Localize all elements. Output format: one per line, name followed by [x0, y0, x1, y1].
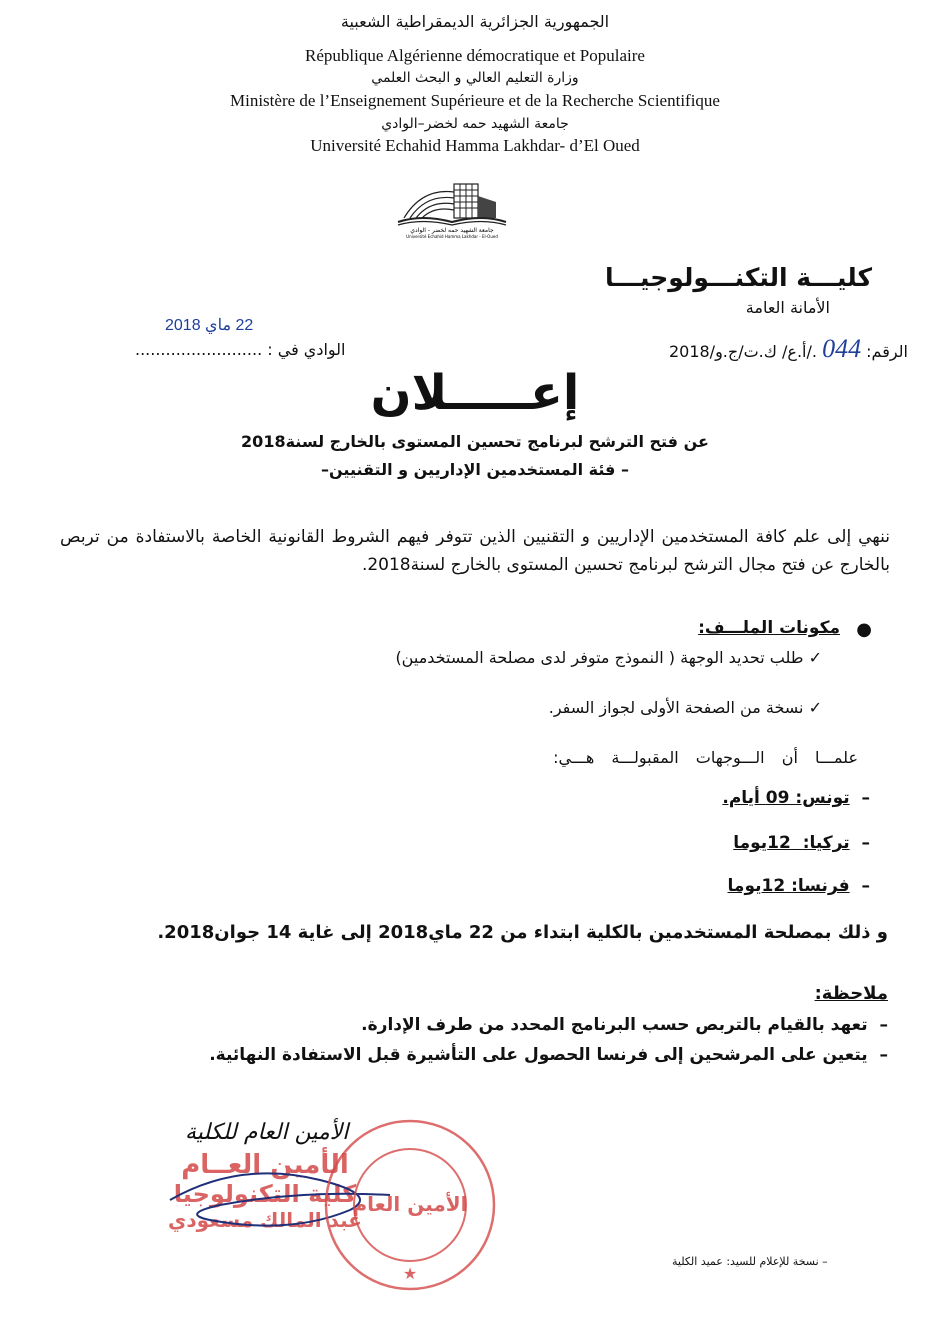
header-country-fr: République Algérienne démocratique et Populaire — [305, 46, 645, 65]
bullet-icon: ● — [856, 619, 872, 640]
note-item: – تعهد بالقيام بالتربص حسب البرنامج المحدد من طرف الإدارة. — [361, 1015, 888, 1035]
reference-label: الرقم: — [866, 342, 908, 361]
notes-title: ملاحظة: — [814, 983, 888, 1004]
check-icon: ✓ — [808, 698, 822, 717]
seal-star-icon: ★ — [402, 1264, 418, 1283]
university-logo — [392, 178, 512, 240]
copy-notice: – نسخة للإعلام للسيد: عميد الكلية — [672, 1255, 828, 1268]
announcement-paragraph: ننهي إلى علم كافة المستخدمين الإداريين و التقنيين الذين تتوفر فيهم الشروط القانونية الخاصة بالاستفادة من تربص بالخارج عن فتح مجال الترشح لبرنامج تحسين المستوى بالخارج لسنة2018. — [60, 527, 890, 575]
seal-center-text: الأمين العام — [352, 1192, 468, 1216]
file-component-item — [395, 648, 822, 667]
file-component-text: نسخة من الصفحة الأولى لجواز السفر. — [548, 698, 804, 717]
signature-title: الأمين العام للكلية — [185, 1120, 349, 1145]
destination-duration: 12يوما — [727, 876, 786, 896]
header-university-fr: Université Echahid Hamma Lakhdar- d’El Oued — [310, 136, 640, 155]
date-dots: ......................... — [135, 340, 263, 359]
header-country-ar: الجمهورية الجزائرية الديمقراطية الشعبية — [340, 12, 610, 31]
reference-line — [669, 334, 908, 364]
header-university-ar: جامعة الشهيد حمه لخضر–الوادي — [381, 116, 569, 132]
file-component-text: طلب تحديد الوجهة ( النموذج متوفر لدى مصلحة المستخدمين) — [395, 648, 804, 667]
header-ministry-ar: وزارة التعليم العالي و البحث العلمي — [371, 70, 579, 86]
reference-number: 044 — [822, 334, 862, 363]
destinations-intro: علمـــا أن الـــوجهات المقبولـــة هـــي: — [553, 748, 858, 767]
destination-country: تونس: — [795, 788, 850, 808]
announcement-title: إعـــــلان — [370, 365, 580, 421]
destination-duration: 09 أيام. — [722, 788, 790, 808]
announcement-subtitle-2: – فئة المستخدمين الإداريين و التقنيين– — [321, 460, 629, 479]
faculty-name: كليـــة التكنـــولوجيـــا — [605, 263, 872, 292]
stamp-line: عبد المالك مسعودي — [168, 1208, 362, 1232]
date-line — [135, 340, 345, 359]
note-item: – يتعين على المرشحين إلى فرنسا الحصول على التأشيرة قبل الاستفادة النهائية. — [209, 1045, 888, 1065]
file-component-item — [549, 698, 822, 717]
date-stamp: 22 ماي 2018 — [165, 317, 254, 334]
header-ministry-fr: Ministère de l’Enseignement Supérieure et de la Recherche Scientifique — [230, 91, 720, 110]
destination-item: – تركيا: 12يوما — [733, 833, 870, 853]
deadline-text: و ذلك بمصلحة المستخدمين بالكلية ابتداء من 22 ماي2018 إلى غاية 14 جوان2018. — [157, 922, 888, 943]
stamp-line: كلية التكنولوجيا — [173, 1180, 357, 1208]
destination-country: فرنسا: — [791, 876, 850, 896]
faculty-department: الأمانة العامة — [745, 298, 830, 317]
official-seal — [320, 1115, 500, 1295]
destination-country: تركيا: — [802, 833, 850, 853]
logo-caption-fr: Université Echahid Hamma Lakhdar - El-Oued — [406, 234, 498, 239]
note-text: تعهد بالقيام بالتربص حسب البرنامج المحدد من طرف الإدارة. — [361, 1015, 868, 1035]
date-label: الوادي في : — [267, 340, 346, 359]
note-text: يتعين على المرشحين إلى فرنسا الحصول على التأشيرة قبل الاستفادة النهائية. — [209, 1045, 868, 1065]
destination-duration: 12يوما — [733, 833, 791, 853]
stamp-line: الأمين العــام — [181, 1150, 349, 1180]
destination-item: – فرنسا: 12يوما — [727, 876, 870, 896]
destination-item: – تونس: 09 أيام. — [722, 788, 870, 808]
reference-suffix: ./أ.ع/ ك.ت/ج.و/2018 — [668, 342, 817, 361]
logo-caption-ar: جامعة الشهيد حمه لخضر - الوادي — [410, 227, 494, 234]
announcement-subtitle-1: عن فتح الترشح لبرنامج تحسين المستوى بالخارج لسنة2018 — [241, 432, 709, 451]
check-icon: ✓ — [808, 648, 822, 667]
file-components-title: مكونات الملـــف: — [698, 618, 840, 638]
